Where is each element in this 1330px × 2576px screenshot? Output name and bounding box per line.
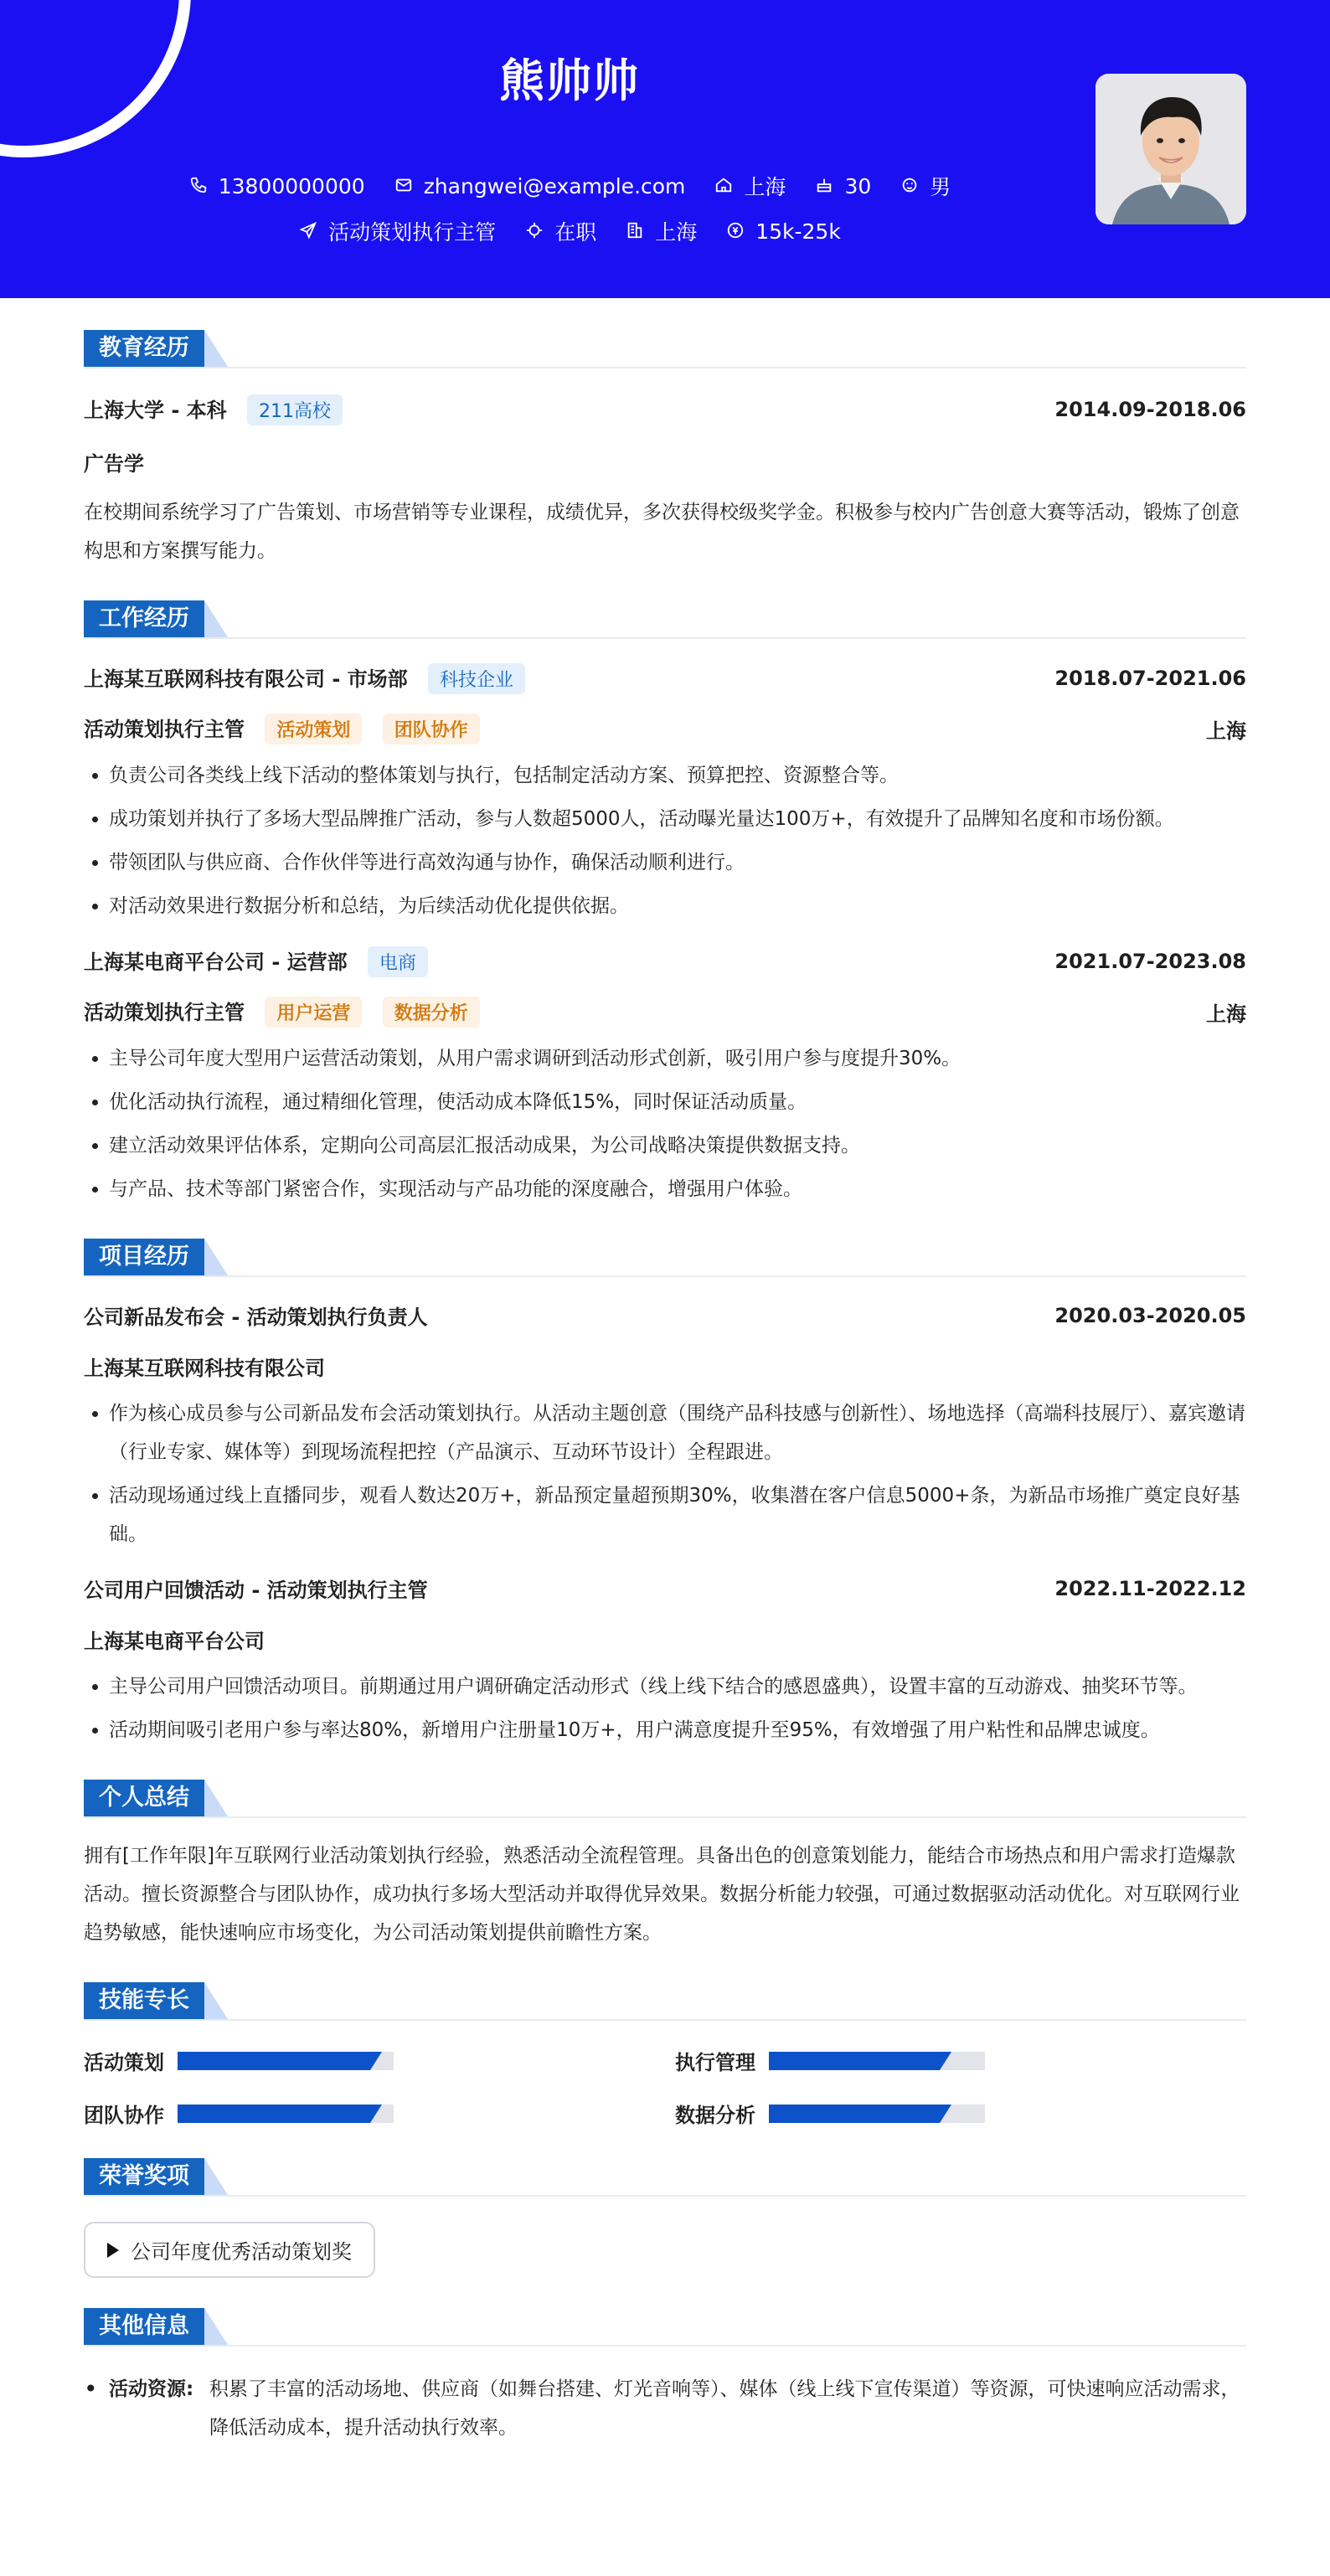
resume-header [0, 0, 1330, 298]
work-section [84, 600, 1246, 1208]
education-school-wrap [84, 394, 343, 425]
work-skill-tag: 用户运营 [265, 997, 362, 1028]
skill-bar [178, 2052, 394, 2070]
work-bullet: • 主导公司年度大型用户运营活动策划，从用户需求调研到活动形式创新，吸引用户参与度提升30%。 [109, 1039, 1246, 1078]
coin-icon [725, 221, 745, 241]
work-tag: 电商 [368, 946, 428, 977]
skill-bar-fill [178, 2105, 370, 2123]
send-icon [298, 221, 318, 241]
work-title: 工作经历 [84, 600, 204, 637]
project-date: 2022.11-2022.12 [1054, 1576, 1246, 1600]
other-item [84, 2370, 1246, 2447]
project-bullet: • 主导公司用户回馈活动项目。前期通过用户调研确定活动形式（线上线下结合的感恩盛典），设置丰富的互动游戏、抽奖环节等。 [109, 1667, 1246, 1706]
work-skill-tag: 活动策划 [265, 714, 362, 744]
city-text: 上海 [744, 175, 786, 199]
summary-section [84, 1780, 1246, 1952]
projects-section [84, 1239, 1246, 1749]
work-city: 上海 [1206, 1002, 1246, 1026]
summary-heading [84, 1780, 1246, 1818]
position-item [298, 216, 496, 246]
project-title: 公司用户回馈活动 - 活动策划执行主管 [84, 1579, 428, 1602]
work-date: 2021.07-2023.08 [1054, 950, 1246, 973]
skill-name: 团队协作 [84, 2104, 164, 2127]
education-section [84, 330, 1246, 570]
other-heading [84, 2308, 1246, 2347]
education-heading [84, 330, 1246, 368]
skills-grid [84, 2046, 1246, 2128]
education-school: 上海大学 - 本科 [84, 399, 227, 422]
work-bullet: • 负责公司各类线上线下活动的整体策划与执行，包括制定活动方案、预算把控、资源整合等。 [109, 756, 1246, 795]
awards-section [84, 2158, 1246, 2278]
skill-bar [769, 2052, 985, 2070]
skill-bar-fill [178, 2052, 370, 2070]
gender-text: 男 [930, 175, 951, 199]
skill-bar [178, 2105, 394, 2123]
work-company: 上海某互联网科技有限公司 - 市场部 [84, 667, 408, 691]
other-value: 积累了丰富的活动场地、供应商（如舞台搭建、灯光音响等）、媒体（线上线下宣传渠道）等资源，可快速响应活动需求，降低活动成本，提升活动执行效率。 [209, 2378, 1240, 2439]
work-bullets [84, 756, 1246, 925]
other-key: 活动资源: [109, 2378, 194, 2400]
skill-item [675, 2046, 1266, 2075]
skill-bar-fill [769, 2105, 940, 2123]
city-item [714, 171, 786, 201]
position-text: 活动策划执行主管 [328, 220, 497, 245]
work-role: 活动策划执行主管 [84, 1001, 245, 1024]
summary-title: 个人总结 [84, 1780, 204, 1816]
age-item [814, 174, 871, 198]
award-text: 公司年度优秀活动策划奖 [131, 2240, 352, 2264]
skill-item [84, 2046, 675, 2075]
work-row [84, 945, 1246, 977]
work-bullet: • 与产品、技术等部门紧密合作，实现活动与产品功能的深度融合，增强用户体验。 [109, 1170, 1246, 1208]
status-icon [524, 221, 544, 241]
awards-heading [84, 2158, 1246, 2197]
home-icon [714, 176, 734, 196]
work-bullet: • 成功策划并执行了多场大型品牌推广活动，参与人数超5000人，活动曝光量达100万+，有效提升了品牌知名度和市场份额。 [109, 800, 1246, 838]
job-row [0, 216, 1139, 246]
work-bullet: • 带领团队与供应商、合作伙伴等进行高效沟通与协作，确保活动顺利进行。 [109, 843, 1246, 882]
work-city: 上海 [1206, 719, 1246, 743]
target-city-item [625, 216, 697, 246]
other-title: 其他信息 [84, 2308, 204, 2345]
work-skill-tag: 数据分析 [383, 997, 480, 1028]
work-role: 活动策划执行主管 [84, 718, 245, 741]
phone-text[interactable]: 13800000000 [218, 173, 365, 198]
project-row [84, 1574, 1246, 1603]
phone-icon [188, 176, 209, 196]
work-role-row [84, 996, 1246, 1028]
project-company: 上海某互联网科技有限公司 [84, 1357, 325, 1380]
work-bullet: • 优化活动执行流程，通过精细化管理，使活动成本降低15%，同时保证活动质量。 [109, 1083, 1246, 1121]
education-tag: 211高校 [247, 394, 343, 425]
avatar [1095, 74, 1246, 224]
awards-title: 荣誉奖项 [84, 2158, 204, 2195]
cake-icon [814, 176, 834, 196]
work-role-wrap [84, 713, 480, 744]
target-city-text: 上海 [655, 220, 698, 245]
project-date: 2020.03-2020.05 [1054, 1303, 1246, 1327]
award-chip[interactable] [84, 2222, 375, 2278]
resume-body [0, 330, 1330, 2447]
project-bullets [84, 1394, 1246, 1553]
mail-icon [394, 176, 414, 196]
skills-section [84, 1982, 1246, 2128]
play-icon [107, 2243, 119, 2258]
gender-icon [900, 176, 920, 196]
skill-item [675, 2099, 1266, 2128]
candidate-name: 熊帅帅 [499, 54, 640, 107]
project-bullet: • 作为核心成员参与公司新品发布会活动策划执行。从活动主题创意（围绕产品科技感与创新性）、场地选择（高端科技展厅）、嘉宾邀请（行业专家、媒体等）到现场流程把控（产品演示、互动环节设计）全程跟进。 [109, 1394, 1246, 1471]
work-date: 2018.07-2021.06 [1054, 667, 1246, 690]
skill-bar-fill [769, 2052, 940, 2070]
building-icon [625, 221, 645, 241]
project-bullet: • 活动期间吸引老用户参与率达80%，新增用户注册量10万+，用户满意度提升至95%，有效增强了用户粘性和品牌忠诚度。 [109, 1711, 1246, 1749]
work-bullet: • 建立活动效果评估体系，定期向公司高层汇报活动成果，为公司战略决策提供数据支持。 [109, 1126, 1246, 1165]
education-date: 2014.09-2018.06 [1054, 398, 1246, 421]
salary-text: 15k-25k [755, 219, 841, 244]
contact-row [0, 171, 1139, 201]
skill-name: 执行管理 [675, 2051, 755, 2074]
skills-title: 技能专长 [84, 1982, 204, 2019]
age-text: 30 [844, 173, 872, 198]
work-role-row [84, 713, 1246, 744]
education-major: 广告学 [84, 452, 144, 476]
work-role-wrap [84, 996, 480, 1028]
email-item [394, 174, 686, 198]
education-row [84, 394, 1246, 425]
skill-name: 数据分析 [675, 2104, 755, 2127]
work-tag: 科技企业 [428, 663, 525, 694]
status-text: 在职 [554, 220, 597, 245]
work-skill-tag: 团队协作 [383, 714, 480, 744]
project-bullets [84, 1667, 1246, 1749]
status-item [524, 216, 596, 246]
work-heading [84, 600, 1246, 639]
summary-text: 拥有[工作年限]年互联网行业活动策划执行经验，熟悉活动全流程管理。具备出色的创意策划能力，能结合市场热点和用户需求打造爆款活动。擅长资源整合与团队协作，成功执行多场大型活动并取得优异效果。数据分析能力较强，可通过数据驱动活动优化。对互联网行业趋势敏感，能快速响应市场变化，为公司活动策划提供前瞻性方案。 [84, 1845, 1240, 1944]
project-bullet: • 活动现场通过线上直播同步，观看人数达20万+，新品预定量超预期30%，收集潜在客户信息5000+条，为新品市场推广奠定良好基础。 [109, 1476, 1246, 1553]
work-bullet: • 对活动效果进行数据分析和总结，为后续活动优化提供依据。 [109, 887, 1246, 925]
gender-item [900, 171, 951, 201]
skill-name: 活动策划 [84, 2051, 164, 2074]
work-company-wrap [84, 945, 428, 977]
education-title: 教育经历 [84, 330, 204, 367]
projects-title: 项目经历 [84, 1239, 204, 1275]
projects-heading [84, 1239, 1246, 1277]
salary-item [725, 219, 841, 244]
education-desc: 在校期间系统学习了广告策划、市场营销等专业课程，成绩优异，多次获得校级奖学金。积极参与校内广告创意大赛等活动，锻炼了创意构思和方案撰写能力。 [84, 502, 1240, 562]
project-row [84, 1301, 1246, 1330]
work-bullets [84, 1039, 1246, 1208]
project-company: 上海某电商平台公司 [84, 1630, 265, 1653]
skill-bar [769, 2105, 985, 2123]
work-row [84, 662, 1246, 694]
skills-heading [84, 1982, 1246, 2021]
email-text[interactable]: zhangwei@example.com [423, 173, 686, 198]
other-section [84, 2308, 1246, 2447]
work-company-wrap [84, 662, 525, 694]
project-title: 公司新品发布会 - 活动策划执行负责人 [84, 1306, 428, 1329]
bullet-dot-icon: • [84, 2375, 98, 2403]
skill-item [84, 2099, 675, 2128]
work-company: 上海某电商平台公司 - 运营部 [84, 951, 348, 974]
phone-item [188, 174, 365, 198]
